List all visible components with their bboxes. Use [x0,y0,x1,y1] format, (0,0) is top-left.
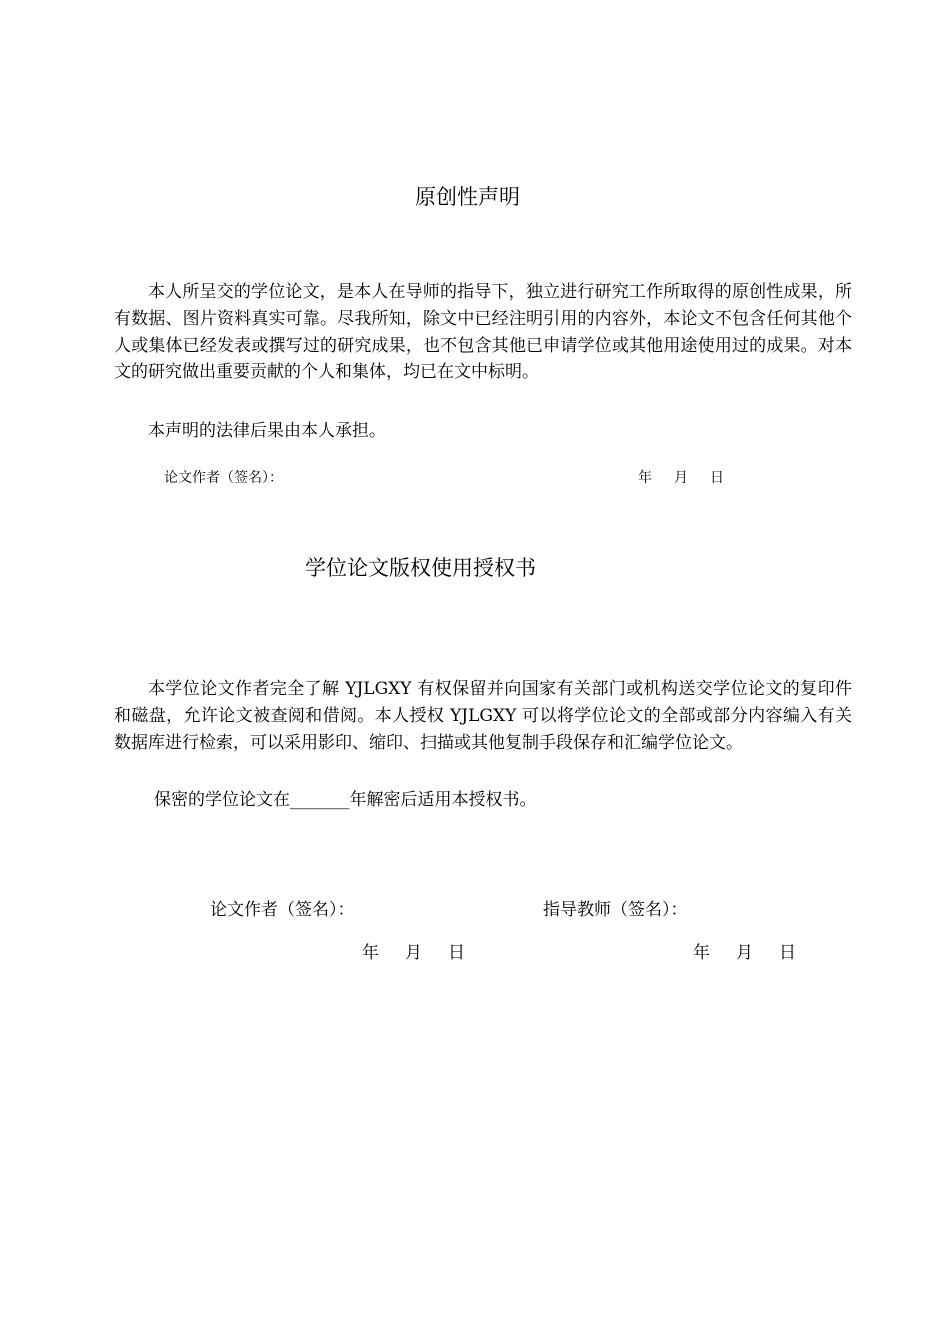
date-year: 年 [362,943,379,963]
authorization-paragraph: 本学位论文作者完全了解 YJLGXY 有权保留并向国家有关部门或机构送交学位论文的复印件和磁盘，允许论文被查阅和借阅。本人授权 YJLGXY 可以将学位论文的全部或部分内容编入有关数据库进行检索，可以采用影印、缩印、扫描或其他复制手段保存和汇编学位论文。 [114,679,852,753]
date-year: 年 [693,943,710,963]
date-year: 年 [638,470,652,486]
date-month: 月 [405,943,422,963]
authorization-advisor-signature-label: 指导教师（签名）： [543,900,688,920]
declaration-date [638,467,724,487]
date-day: 日 [448,943,465,963]
authorization-title: 学位论文版权使用授权书 [305,556,536,580]
declaration-title: 原创性声明 [415,185,520,209]
declaration-author-signature-label: 论文作者（签名）： [164,470,283,486]
date-day: 日 [779,943,796,963]
authorization-advisor-date [693,938,796,963]
date-month: 月 [736,943,753,963]
declaration-paragraph: 本人所呈交的学位论文，是本人在导师的指导下，独立进行研究工作所取得的原创性成果，所有数据、图片资料真实可靠。尽我所知，除文中已经注明引用的内容外，本论文不包含任何其他个人或集体已经发表或撰写过的研究成果，也不包含其他已申请学位或其他用途使用过的成果。对本文的研究做出重要贡献的个人和集体，均已在文中标明。 [114,282,852,383]
authorization-secrecy: 保密的学位论文在_______年解密后适用本授权书。 [154,790,537,810]
authorization-author-date [362,938,465,963]
authorization-author-signature-label: 论文作者（签名）： [210,900,355,920]
declaration-liability: 本声明的法律后果由本人承担。 [148,421,386,441]
date-month: 月 [674,470,688,486]
date-day: 日 [710,470,724,486]
